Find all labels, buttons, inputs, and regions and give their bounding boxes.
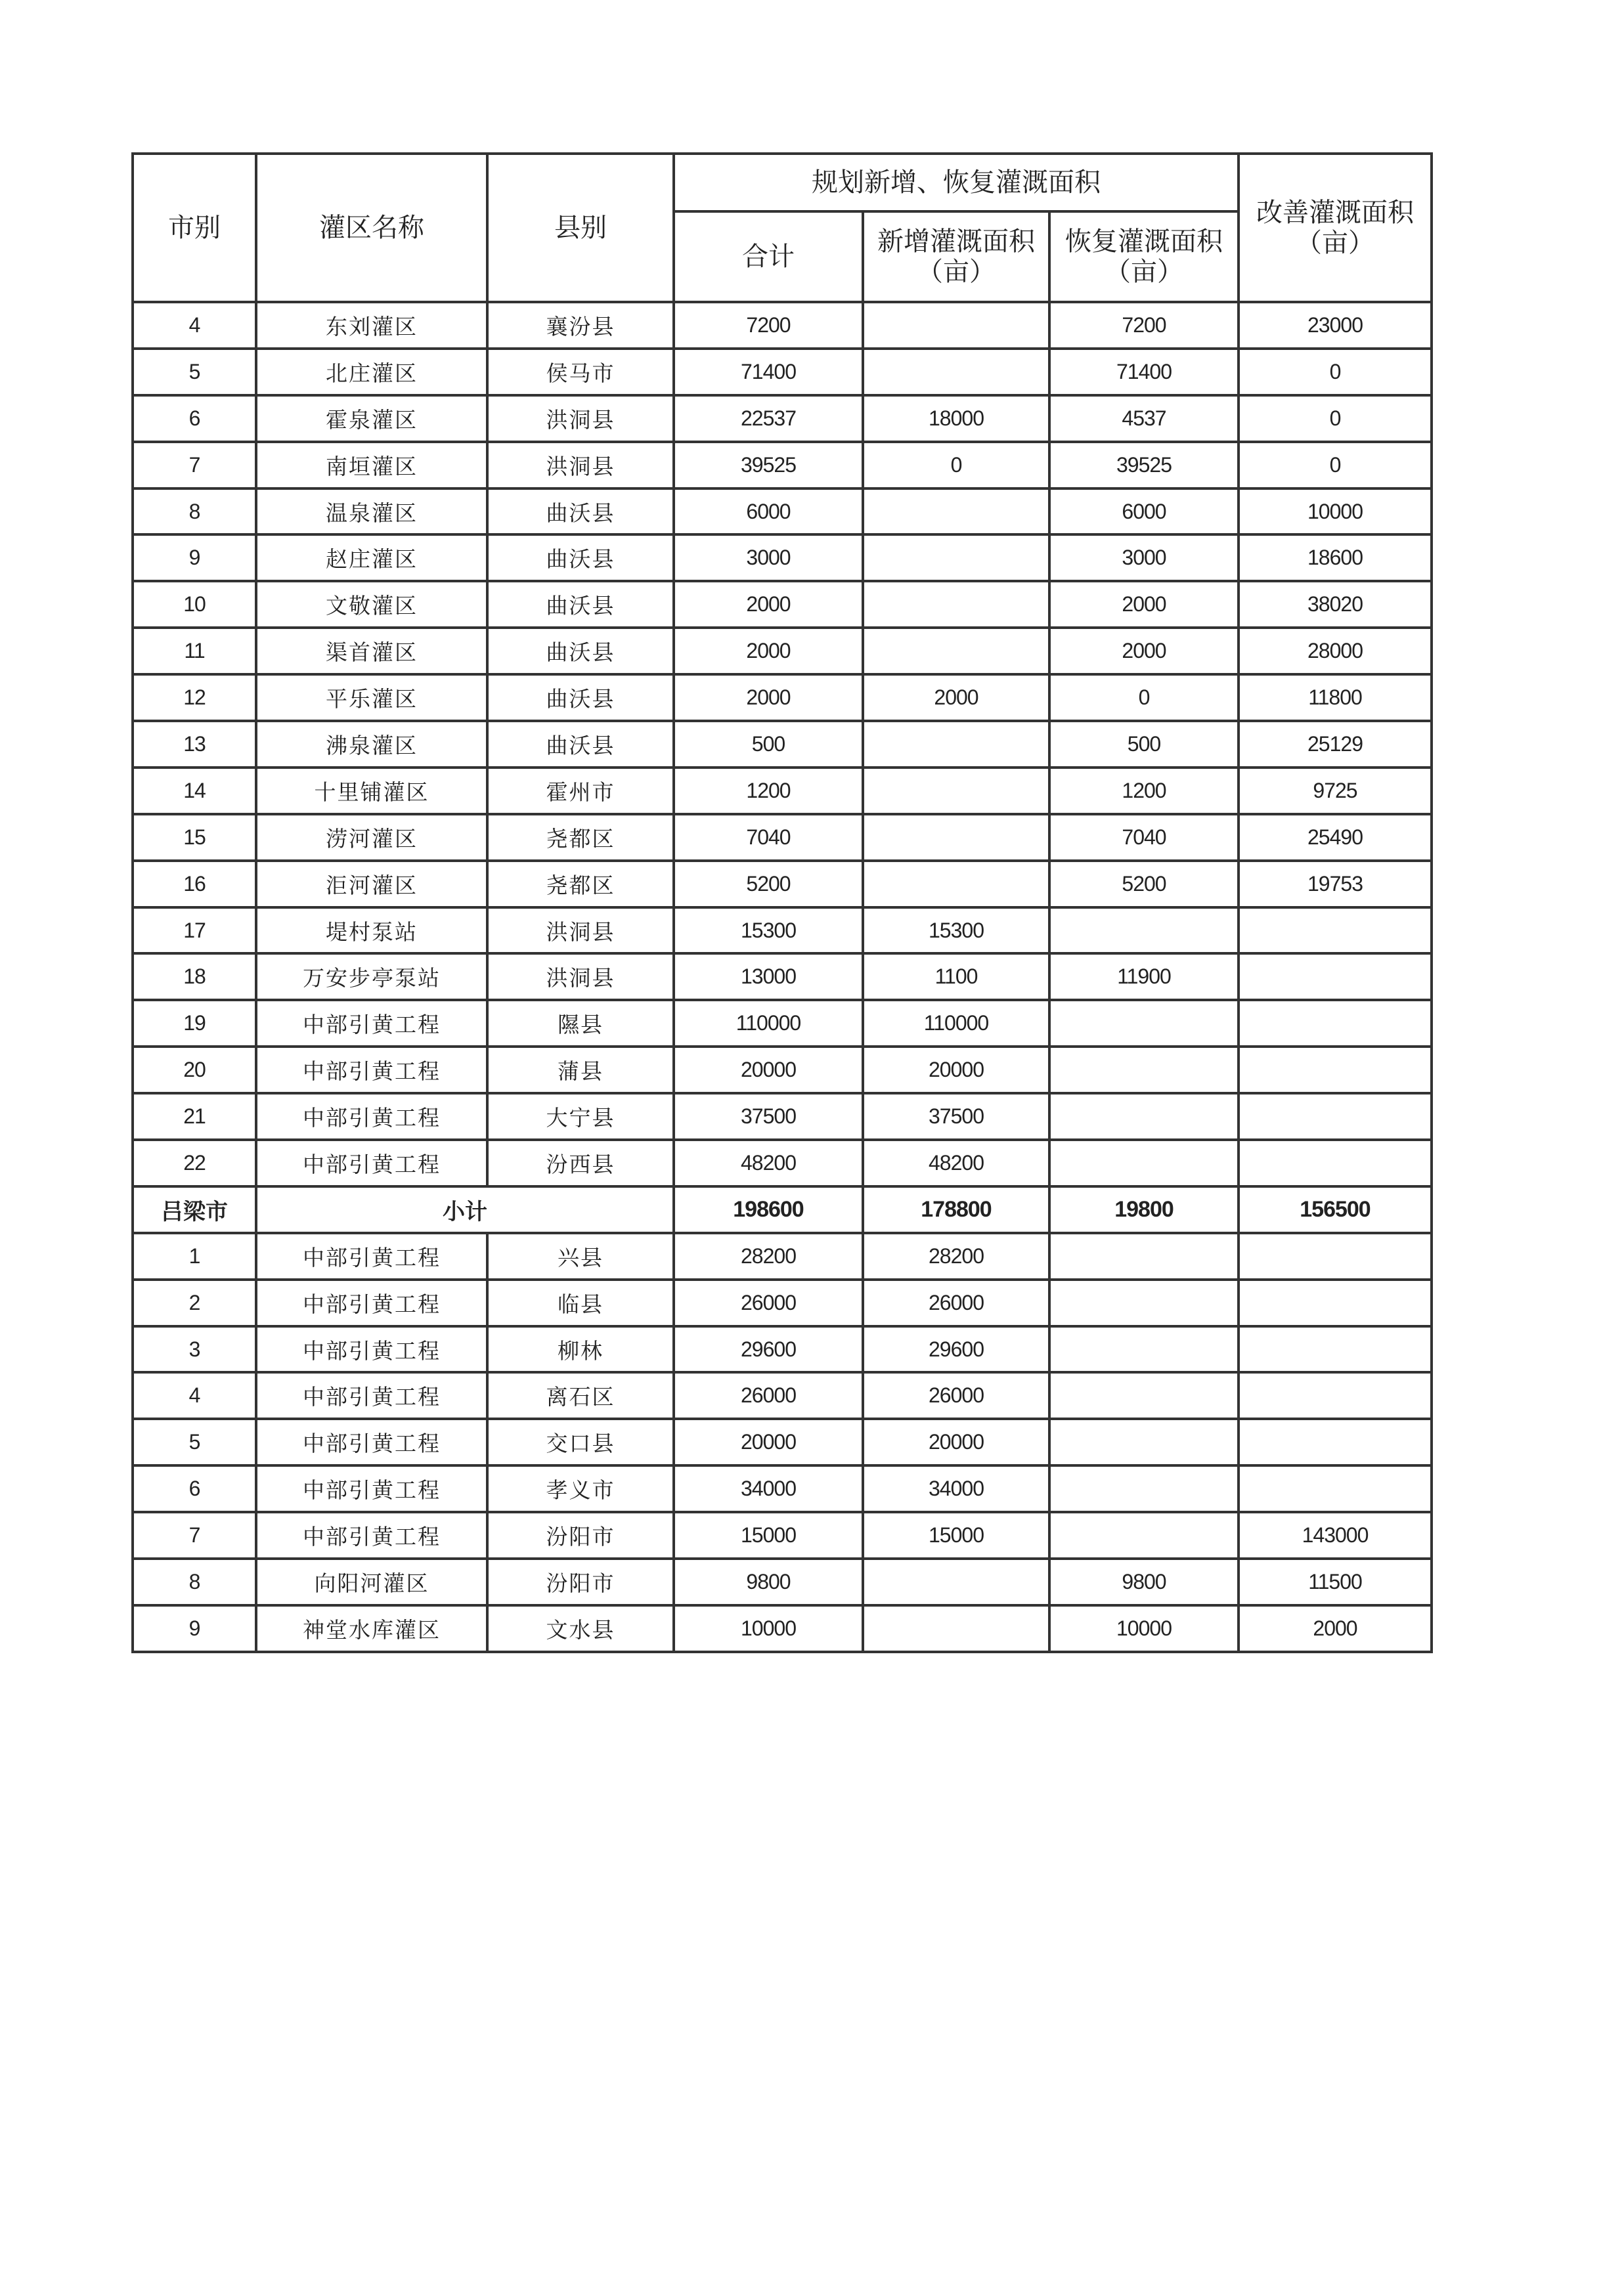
row-county: 洪洞县: [487, 907, 674, 954]
row-index: 1: [133, 1233, 256, 1280]
row-improved-area: [1239, 1093, 1432, 1140]
row-county: 尧都区: [487, 861, 674, 907]
row-total: 28200: [674, 1233, 863, 1280]
table-row: [133, 1512, 1432, 1559]
row-total: 5200: [674, 861, 863, 907]
row-index: 3: [133, 1326, 256, 1373]
row-new-area: [863, 1559, 1049, 1605]
row-district-name: 霍泉灌区: [256, 395, 487, 442]
row-district-name: 东刘灌区: [256, 302, 487, 349]
row-restored-area: [1049, 1465, 1239, 1512]
row-county: 曲沃县: [487, 628, 674, 674]
row-restored-area: 1200: [1049, 768, 1239, 814]
row-total: 26000: [674, 1280, 863, 1326]
row-restored-area: [1049, 1326, 1239, 1373]
row-new-area: 2000: [863, 674, 1049, 721]
row-total: 15000: [674, 1512, 863, 1559]
row-total: 39525: [674, 442, 863, 488]
row-new-area: 0: [863, 442, 1049, 488]
table-row: [133, 1280, 1432, 1326]
table-row: [133, 1140, 1432, 1186]
row-total: 29600: [674, 1326, 863, 1373]
row-index: 10: [133, 581, 256, 628]
row-county: 交口县: [487, 1419, 674, 1465]
row-county: 汾阳市: [487, 1512, 674, 1559]
header-planned-group: 规划新增、恢复灌溉面积: [674, 154, 1239, 211]
header-total: 合计: [674, 211, 863, 302]
row-district-name: 南垣灌区: [256, 442, 487, 488]
row-index: 17: [133, 907, 256, 954]
table-row: [133, 674, 1432, 721]
row-district-name: 中部引黄工程: [256, 1000, 487, 1047]
row-index: 6: [133, 1465, 256, 1512]
row-county: 侯马市: [487, 349, 674, 395]
row-improved-area: [1239, 953, 1432, 1000]
row-index: 8: [133, 488, 256, 535]
table-row: [133, 721, 1432, 768]
row-improved-area: [1239, 1233, 1432, 1280]
row-improved-area: [1239, 1419, 1432, 1465]
row-restored-area: [1049, 1047, 1239, 1093]
table-row: [133, 302, 1432, 349]
table-row: [133, 442, 1432, 488]
row-district-name: 中部引黄工程: [256, 1233, 487, 1280]
row-index: 14: [133, 768, 256, 814]
row-total: 2000: [674, 674, 863, 721]
row-new-area: [863, 302, 1049, 349]
row-new-area: [863, 1605, 1049, 1652]
subtotal-total: 198600: [674, 1186, 863, 1233]
row-index: 6: [133, 395, 256, 442]
row-improved-area: [1239, 1280, 1432, 1326]
row-new-area: 29600: [863, 1326, 1049, 1373]
row-restored-area: 3000: [1049, 534, 1239, 581]
table-row: [133, 861, 1432, 907]
row-district-name: 温泉灌区: [256, 488, 487, 535]
table-row: [133, 1559, 1432, 1605]
row-restored-area: 5200: [1049, 861, 1239, 907]
row-county: 孝义市: [487, 1465, 674, 1512]
row-improved-area: 23000: [1239, 302, 1432, 349]
row-index: 2: [133, 1280, 256, 1326]
row-improved-area: [1239, 1140, 1432, 1186]
row-restored-area: [1049, 1372, 1239, 1419]
row-county: 霍州市: [487, 768, 674, 814]
row-district-name: 中部引黄工程: [256, 1512, 487, 1559]
subtotal-new-area: 178800: [863, 1186, 1049, 1233]
row-district-name: 北庄灌区: [256, 349, 487, 395]
table-row: [133, 1093, 1432, 1140]
row-district-name: 中部引黄工程: [256, 1372, 487, 1419]
row-district-name: 平乐灌区: [256, 674, 487, 721]
row-new-area: [863, 628, 1049, 674]
header-improved-area-label: 改善灌溉面积: [1256, 198, 1414, 228]
header-city: 市别: [133, 154, 256, 302]
row-new-area: 28200: [863, 1233, 1049, 1280]
row-restored-area: 7200: [1049, 302, 1239, 349]
row-index: 13: [133, 721, 256, 768]
row-county: 临县: [487, 1280, 674, 1326]
row-new-area: 20000: [863, 1047, 1049, 1093]
row-index: 18: [133, 953, 256, 1000]
row-county: 蒲县: [487, 1047, 674, 1093]
subtotal-label: 小计: [256, 1186, 674, 1233]
header-restored-area-label: 恢复灌溉面积: [1065, 227, 1223, 257]
row-district-name: 中部引黄工程: [256, 1140, 487, 1186]
row-improved-area: [1239, 1326, 1432, 1373]
table-row: [133, 1326, 1432, 1373]
row-total: 110000: [674, 1000, 863, 1047]
row-index: 12: [133, 674, 256, 721]
row-restored-area: 71400: [1049, 349, 1239, 395]
row-total: 20000: [674, 1419, 863, 1465]
row-new-area: [863, 581, 1049, 628]
row-index: 16: [133, 861, 256, 907]
row-new-area: [863, 721, 1049, 768]
row-restored-area: 6000: [1049, 488, 1239, 535]
row-new-area: 1100: [863, 953, 1049, 1000]
row-county: 洪洞县: [487, 442, 674, 488]
subtotal-row: [133, 1186, 1432, 1233]
row-new-area: 37500: [863, 1093, 1049, 1140]
row-county: 汾西县: [487, 1140, 674, 1186]
row-district-name: 中部引黄工程: [256, 1419, 487, 1465]
row-index: 19: [133, 1000, 256, 1047]
header-new-area: [863, 211, 1049, 302]
table-row: [133, 768, 1432, 814]
row-total: 13000: [674, 953, 863, 1000]
row-county: 柳林: [487, 1326, 674, 1373]
row-county: 曲沃县: [487, 581, 674, 628]
row-restored-area: 4537: [1049, 395, 1239, 442]
row-new-area: [863, 768, 1049, 814]
row-county: 文水县: [487, 1605, 674, 1652]
table-row: [133, 1465, 1432, 1512]
row-district-name: 向阳河灌区: [256, 1559, 487, 1605]
row-total: 1200: [674, 768, 863, 814]
row-district-name: 万安步亭泵站: [256, 953, 487, 1000]
header-improved-area-unit: （亩）: [1296, 228, 1374, 258]
row-new-area: 26000: [863, 1280, 1049, 1326]
row-district-name: 涝河灌区: [256, 814, 487, 861]
row-district-name: 洰河灌区: [256, 861, 487, 907]
row-new-area: 34000: [863, 1465, 1049, 1512]
row-index: 8: [133, 1559, 256, 1605]
row-index: 11: [133, 628, 256, 674]
row-district-name: 沸泉灌区: [256, 721, 487, 768]
row-restored-area: [1049, 1512, 1239, 1559]
subtotal-restored-area: 19800: [1049, 1186, 1239, 1233]
row-county: 曲沃县: [487, 488, 674, 535]
row-new-area: 15000: [863, 1512, 1049, 1559]
row-new-area: 26000: [863, 1372, 1049, 1419]
row-district-name: 中部引黄工程: [256, 1280, 487, 1326]
row-improved-area: 11500: [1239, 1559, 1432, 1605]
row-improved-area: 18600: [1239, 534, 1432, 581]
row-county: 离石区: [487, 1372, 674, 1419]
row-improved-area: 0: [1239, 395, 1432, 442]
row-improved-area: [1239, 1047, 1432, 1093]
table-row: [133, 1047, 1432, 1093]
row-county: 襄汾县: [487, 302, 674, 349]
row-district-name: 中部引黄工程: [256, 1047, 487, 1093]
row-total: 500: [674, 721, 863, 768]
row-index: 21: [133, 1093, 256, 1140]
table-row: [133, 628, 1432, 674]
header-restored-area-unit: （亩）: [1105, 257, 1183, 287]
row-restored-area: 0: [1049, 674, 1239, 721]
row-index: 4: [133, 302, 256, 349]
row-index: 22: [133, 1140, 256, 1186]
row-county: 大宁县: [487, 1093, 674, 1140]
row-improved-area: [1239, 1372, 1432, 1419]
row-district-name: 十里铺灌区: [256, 768, 487, 814]
row-total: 20000: [674, 1047, 863, 1093]
row-restored-area: 10000: [1049, 1605, 1239, 1652]
row-district-name: 中部引黄工程: [256, 1093, 487, 1140]
table-row: [133, 1372, 1432, 1419]
table-body: [133, 302, 1432, 1652]
row-new-area: [863, 814, 1049, 861]
row-new-area: [863, 488, 1049, 535]
row-index: 5: [133, 349, 256, 395]
row-restored-area: [1049, 1093, 1239, 1140]
table-row: [133, 1000, 1432, 1047]
row-restored-area: 500: [1049, 721, 1239, 768]
table-row: [133, 1419, 1432, 1465]
row-improved-area: 2000: [1239, 1605, 1432, 1652]
row-restored-area: 39525: [1049, 442, 1239, 488]
row-restored-area: [1049, 1000, 1239, 1047]
row-improved-area: 19753: [1239, 861, 1432, 907]
header-county: 县别: [487, 154, 674, 302]
header-restored-area: [1049, 211, 1239, 302]
row-index: 5: [133, 1419, 256, 1465]
row-restored-area: [1049, 1419, 1239, 1465]
row-county: 曲沃县: [487, 721, 674, 768]
row-total: 7040: [674, 814, 863, 861]
row-restored-area: [1049, 1280, 1239, 1326]
row-total: 7200: [674, 302, 863, 349]
row-new-area: 110000: [863, 1000, 1049, 1047]
row-improved-area: 143000: [1239, 1512, 1432, 1559]
row-improved-area: [1239, 1465, 1432, 1512]
row-restored-area: [1049, 1140, 1239, 1186]
table-header: [133, 154, 1432, 302]
row-district-name: 渠首灌区: [256, 628, 487, 674]
row-county: 隰县: [487, 1000, 674, 1047]
table-row: [133, 907, 1432, 954]
row-district-name: 中部引黄工程: [256, 1465, 487, 1512]
row-restored-area: [1049, 907, 1239, 954]
row-index: 7: [133, 1512, 256, 1559]
row-district-name: 神堂水库灌区: [256, 1605, 487, 1652]
table-row: [133, 581, 1432, 628]
row-total: 3000: [674, 534, 863, 581]
subtotal-improved-area: 156500: [1239, 1186, 1432, 1233]
row-county: 汾阳市: [487, 1559, 674, 1605]
row-total: 37500: [674, 1093, 863, 1140]
row-district-name: 赵庄灌区: [256, 534, 487, 581]
row-improved-area: 38020: [1239, 581, 1432, 628]
row-total: 15300: [674, 907, 863, 954]
row-improved-area: 28000: [1239, 628, 1432, 674]
row-improved-area: 10000: [1239, 488, 1432, 535]
row-new-area: 18000: [863, 395, 1049, 442]
row-index: 9: [133, 534, 256, 581]
row-county: 洪洞县: [487, 953, 674, 1000]
row-county: 兴县: [487, 1233, 674, 1280]
subtotal-city: 吕梁市: [133, 1186, 256, 1233]
row-index: 15: [133, 814, 256, 861]
row-restored-area: 2000: [1049, 581, 1239, 628]
row-county: 洪洞县: [487, 395, 674, 442]
row-total: 22537: [674, 395, 863, 442]
row-restored-area: 2000: [1049, 628, 1239, 674]
row-total: 9800: [674, 1559, 863, 1605]
row-new-area: 15300: [863, 907, 1049, 954]
row-total: 48200: [674, 1140, 863, 1186]
irrigation-area-table: [131, 152, 1433, 1653]
row-improved-area: 11800: [1239, 674, 1432, 721]
row-new-area: [863, 534, 1049, 581]
row-improved-area: 25490: [1239, 814, 1432, 861]
table-row: [133, 814, 1432, 861]
header-new-area-label: 新增灌溉面积: [877, 227, 1035, 257]
row-total: 26000: [674, 1372, 863, 1419]
row-index: 4: [133, 1372, 256, 1419]
row-new-area: [863, 349, 1049, 395]
row-improved-area: [1239, 1000, 1432, 1047]
table-row: [133, 1605, 1432, 1652]
row-total: 2000: [674, 628, 863, 674]
row-improved-area: 9725: [1239, 768, 1432, 814]
table-row: [133, 1233, 1432, 1280]
row-county: 尧都区: [487, 814, 674, 861]
row-total: 10000: [674, 1605, 863, 1652]
table-row: [133, 534, 1432, 581]
row-total: 34000: [674, 1465, 863, 1512]
row-district-name: 中部引黄工程: [256, 1326, 487, 1373]
table-row: [133, 349, 1432, 395]
row-new-area: 48200: [863, 1140, 1049, 1186]
row-total: 2000: [674, 581, 863, 628]
row-restored-area: 9800: [1049, 1559, 1239, 1605]
header-new-area-unit: （亩）: [917, 257, 996, 287]
row-county: 曲沃县: [487, 674, 674, 721]
row-improved-area: 0: [1239, 349, 1432, 395]
table-row: [133, 488, 1432, 535]
row-total: 6000: [674, 488, 863, 535]
row-index: 20: [133, 1047, 256, 1093]
row-new-area: 20000: [863, 1419, 1049, 1465]
row-restored-area: [1049, 1233, 1239, 1280]
row-restored-area: 11900: [1049, 953, 1239, 1000]
row-improved-area: [1239, 907, 1432, 954]
row-district-name: 堤村泵站: [256, 907, 487, 954]
table-row: [133, 395, 1432, 442]
row-restored-area: 7040: [1049, 814, 1239, 861]
row-improved-area: 0: [1239, 442, 1432, 488]
row-improved-area: 25129: [1239, 721, 1432, 768]
row-index: 9: [133, 1605, 256, 1652]
row-index: 7: [133, 442, 256, 488]
row-district-name: 文敬灌区: [256, 581, 487, 628]
row-total: 71400: [674, 349, 863, 395]
row-county: 曲沃县: [487, 534, 674, 581]
row-new-area: [863, 861, 1049, 907]
table-row: [133, 953, 1432, 1000]
header-improved-area: [1239, 154, 1432, 302]
header-district-name: 灌区名称: [256, 154, 487, 302]
